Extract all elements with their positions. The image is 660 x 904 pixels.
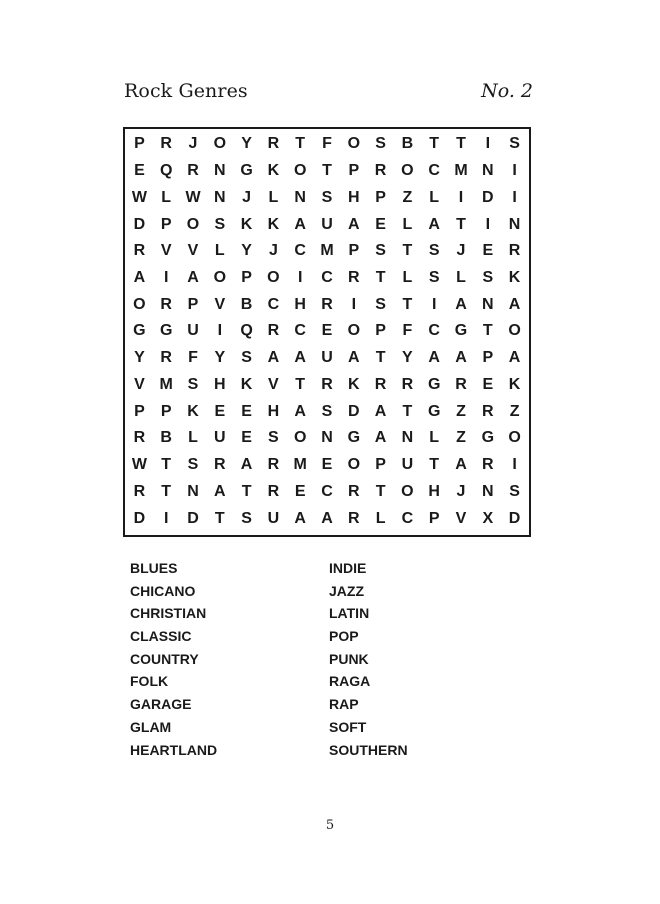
grid-cell[interactable]: Q (159, 162, 173, 180)
grid-cell[interactable]: D (133, 215, 146, 233)
grid-cell[interactable]: L (429, 188, 440, 206)
grid-cell[interactable]: T (295, 375, 306, 393)
grid-cell[interactable]: A (294, 509, 306, 527)
grid-cell[interactable]: R (133, 429, 146, 447)
word-list (130, 557, 530, 761)
grid-cell[interactable]: D (348, 402, 360, 420)
word-list-item: CHICANO (130, 582, 196, 599)
grid-cell[interactable]: S (428, 242, 440, 260)
grid-cell[interactable]: R (482, 456, 494, 474)
grid-cell[interactable]: O (213, 269, 227, 287)
grid-cell[interactable]: O (267, 269, 280, 287)
grid-cell[interactable]: S (482, 269, 494, 287)
grid-cell[interactable]: K (508, 375, 521, 393)
grid-cell[interactable]: O (293, 429, 307, 447)
word-list-item: JAZZ (329, 582, 364, 599)
grid-cell[interactable]: K (187, 402, 199, 420)
grid-cell[interactable]: R (455, 375, 467, 393)
grid-cell[interactable]: U (401, 456, 414, 474)
grid-cell[interactable]: I (485, 135, 491, 153)
grid-cell[interactable]: Z (456, 429, 466, 447)
grid-cell[interactable]: N (508, 215, 521, 233)
grid-cell[interactable]: K (240, 375, 253, 393)
grid-cell[interactable]: R (321, 375, 333, 393)
grid-cell[interactable]: C (321, 482, 333, 500)
grid-cell[interactable]: A (455, 349, 467, 367)
word-list-item: PUNK (329, 650, 369, 667)
grid-cell[interactable]: I (458, 188, 464, 206)
grid-cell[interactable]: R (374, 375, 387, 393)
grid-cell[interactable]: T (241, 482, 252, 500)
grid-cell[interactable]: T (161, 456, 172, 474)
grid-cell[interactable]: J (268, 242, 278, 260)
grid-cell[interactable]: I (485, 215, 491, 233)
grid-cell[interactable]: P (348, 162, 360, 180)
grid-cell[interactable]: B (240, 295, 253, 313)
grid-cell[interactable]: R (133, 242, 146, 260)
grid-cell[interactable]: T (429, 135, 440, 153)
grid-cell[interactable]: U (267, 509, 280, 527)
grid-cell[interactable]: P (375, 456, 386, 474)
grid-cell[interactable]: L (402, 269, 413, 287)
grid-cell[interactable]: P (375, 322, 386, 340)
grid-cell[interactable]: T (214, 509, 225, 527)
word-list-item: COUNTRY (130, 650, 199, 667)
grid-cell[interactable]: I (163, 509, 169, 527)
grid-cell[interactable]: E (482, 375, 494, 393)
grid-cell[interactable]: P (134, 135, 145, 153)
grid-cell[interactable]: S (509, 482, 520, 500)
grid-cell[interactable]: W (185, 188, 201, 206)
grid-cell[interactable]: O (347, 322, 361, 340)
grid-cell[interactable]: E (375, 215, 386, 233)
grid-cell[interactable]: Y (214, 349, 226, 367)
grid-cell[interactable]: S (214, 215, 226, 233)
grid-cell[interactable]: F (322, 135, 332, 153)
grid-cell[interactable]: N (321, 429, 333, 447)
word-list-item: BLUES (130, 560, 178, 576)
grid-cell[interactable]: N (482, 295, 494, 313)
grid-cell[interactable]: I (217, 322, 223, 340)
grid-cell[interactable]: A (428, 215, 440, 233)
grid-cell[interactable]: S (428, 269, 440, 287)
grid-cell[interactable]: A (187, 269, 199, 287)
grid-cell[interactable]: L (402, 215, 413, 233)
grid-cell[interactable]: A (321, 509, 333, 527)
grid-cell[interactable]: Z (509, 402, 520, 420)
grid-cell[interactable]: J (456, 242, 466, 260)
grid-cell[interactable]: V (214, 295, 226, 313)
grid-cell[interactable]: H (428, 482, 440, 500)
grid-cell[interactable]: E (294, 482, 306, 500)
grid-cell[interactable]: G (347, 429, 361, 447)
grid-cell[interactable]: S (509, 135, 520, 153)
grid-cell[interactable]: N (214, 188, 226, 206)
grid-cell[interactable]: C (428, 162, 440, 180)
grid-cell[interactable]: T (161, 482, 172, 500)
grid-cell[interactable]: L (375, 509, 386, 527)
grid-cell[interactable]: S (187, 456, 199, 474)
grid-cell[interactable]: T (322, 162, 332, 180)
grid-cell[interactable]: R (160, 135, 172, 153)
grid-cell[interactable]: P (134, 402, 145, 420)
grid-cell[interactable]: N (187, 482, 199, 500)
grid-cell[interactable]: R (133, 482, 146, 500)
grid-cell[interactable]: O (347, 135, 361, 153)
grid-cell[interactable]: S (241, 349, 252, 367)
grid-cell[interactable]: S (321, 402, 333, 420)
grid-cell[interactable]: R (321, 295, 333, 313)
grid-cell[interactable]: P (160, 215, 172, 233)
grid-cell[interactable]: S (375, 242, 386, 260)
grid-cell[interactable]: Y (134, 349, 145, 367)
grid-cell[interactable]: N (214, 162, 226, 180)
grid-cell[interactable]: A (508, 349, 521, 367)
grid-cell[interactable]: W (131, 456, 147, 474)
grid-cell[interactable]: P (375, 188, 386, 206)
grid-cell[interactable]: E (241, 429, 252, 447)
word-list-item: LATIN (329, 605, 370, 622)
grid-cell[interactable]: O (401, 162, 414, 180)
grid-cell[interactable]: D (508, 509, 521, 527)
page-number: 5 (325, 818, 335, 833)
grid-cell[interactable]: R (267, 322, 280, 340)
grid-cell[interactable]: O (508, 322, 521, 340)
grid-cell[interactable]: L (214, 242, 225, 260)
grid-cell[interactable]: R (187, 162, 199, 180)
grid-cell[interactable]: V (268, 375, 279, 393)
word-list-item: CHRISTIAN (130, 605, 207, 622)
grid-cell[interactable]: R (348, 269, 360, 287)
grid-cell[interactable]: T (402, 242, 413, 260)
grid-cell[interactable]: G (427, 375, 441, 393)
grid-cell[interactable]: C (321, 269, 333, 287)
grid-cell[interactable]: D (187, 509, 199, 527)
grid-cell[interactable]: S (321, 188, 333, 206)
grid-cell[interactable]: A (348, 349, 360, 367)
grid-cell[interactable]: R (482, 402, 494, 420)
grid-cell[interactable]: T (456, 135, 466, 153)
grid-cell[interactable]: G (133, 322, 146, 340)
grid-cell[interactable]: C (294, 322, 306, 340)
grid-cell[interactable]: T (402, 402, 413, 420)
grid-cell[interactable]: Q (240, 322, 253, 340)
grid-cell[interactable]: K (508, 269, 521, 287)
grid-cell[interactable]: T (375, 349, 386, 367)
grid-cell[interactable]: K (348, 375, 360, 393)
grid-cell[interactable]: A (133, 269, 146, 287)
grid-cell[interactable]: I (163, 269, 169, 287)
grid-cell[interactable]: R (267, 456, 280, 474)
grid-cell[interactable]: A (294, 402, 306, 420)
grid-cell[interactable]: A (240, 456, 253, 474)
grid-cell[interactable]: K (240, 215, 253, 233)
puzzle-number: No. 2 (481, 80, 533, 102)
grid-cell[interactable]: X (482, 509, 494, 527)
grid-cell[interactable]: I (512, 456, 517, 474)
grid-cell[interactable]: R (160, 295, 172, 313)
grid-cell[interactable]: T (429, 456, 440, 474)
grid-cell[interactable]: U (321, 215, 333, 233)
grid-cell[interactable]: A (267, 349, 280, 367)
grid-cell[interactable]: M (159, 375, 173, 393)
grid-cell[interactable]: V (187, 242, 199, 260)
word-list-item: POP (329, 628, 359, 645)
grid-cell[interactable]: N (482, 482, 494, 500)
grid-cell[interactable]: O (347, 456, 361, 474)
grid-cell[interactable]: W (131, 188, 147, 206)
grid-cell[interactable]: V (160, 242, 172, 260)
grid-cell[interactable]: A (294, 215, 306, 233)
grid-cell[interactable]: A (348, 215, 360, 233)
grid-cell[interactable]: F (188, 349, 198, 367)
grid-cell[interactable]: P (348, 242, 360, 260)
grid-cell[interactable]: U (321, 349, 333, 367)
grid-cell[interactable]: S (241, 509, 252, 527)
grid-cell[interactable]: I (512, 162, 517, 180)
word-list-item: HEARTLAND (130, 741, 218, 758)
grid-cell[interactable]: T (375, 269, 386, 287)
grid-cell[interactable]: E (134, 162, 145, 180)
grid-cell[interactable]: B (401, 135, 414, 153)
grid-cell[interactable]: A (374, 402, 387, 420)
grid-cell[interactable]: E (214, 402, 226, 420)
grid-cell[interactable]: R (267, 482, 280, 500)
grid-cell[interactable]: Z (402, 188, 413, 206)
grid-cell[interactable]: O (213, 135, 227, 153)
grid-cell[interactable]: K (267, 162, 280, 180)
grid-cell[interactable]: T (482, 322, 493, 340)
grid-cell[interactable]: H (348, 188, 360, 206)
grid-cell[interactable]: N (401, 429, 414, 447)
grid-cell[interactable]: O (401, 482, 414, 500)
grid-cell[interactable]: V (455, 509, 467, 527)
word-list-item: SOFT (329, 718, 367, 735)
word-search-grid (123, 127, 531, 537)
grid-cell[interactable]: E (321, 322, 333, 340)
word-list-item: GLAM (130, 718, 172, 735)
grid-cell[interactable]: A (455, 456, 467, 474)
grid-cell[interactable]: A (374, 429, 387, 447)
grid-cell[interactable]: R (348, 482, 360, 500)
grid-cell[interactable]: T (456, 215, 466, 233)
grid-cell[interactable]: J (456, 482, 466, 500)
word-list-item: FOLK (130, 673, 169, 690)
grid-cell[interactable]: I (297, 269, 303, 287)
grid-cell[interactable]: S (375, 295, 386, 313)
word-list-item: INDIE (329, 560, 367, 576)
grid-cell[interactable]: O (186, 215, 200, 233)
word-list-item: RAGA (329, 673, 371, 690)
grid-cell[interactable]: P (241, 269, 252, 287)
grid-cell[interactable]: Y (241, 242, 252, 260)
grid-cell[interactable]: E (321, 456, 333, 474)
grid-cell[interactable]: A (455, 295, 467, 313)
grid-cell[interactable]: L (161, 188, 172, 206)
grid-cell[interactable]: H (294, 295, 306, 313)
grid-cell[interactable]: I (431, 295, 437, 313)
word-list-item: SOUTHERN (329, 741, 408, 758)
grid-cell[interactable]: K (267, 215, 280, 233)
word-list-item: RAP (329, 696, 359, 713)
grid-cell[interactable]: A (294, 349, 306, 367)
grid-cell[interactable]: N (294, 188, 306, 206)
grid-cell[interactable]: C (294, 242, 306, 260)
grid-cell[interactable]: B (160, 429, 172, 447)
grid-cell[interactable]: G (481, 429, 495, 447)
grid-cell[interactable]: G (454, 322, 468, 340)
grid-cell[interactable]: R (267, 135, 280, 153)
grid-cell[interactable]: L (268, 188, 279, 206)
grid-cell[interactable]: L (429, 429, 440, 447)
grid-cell[interactable]: Y (402, 349, 413, 367)
grid-cell[interactable]: S (187, 375, 199, 393)
grid-cell[interactable]: J (188, 135, 198, 153)
grid-cell[interactable]: A (428, 349, 440, 367)
grid-cell[interactable]: V (134, 375, 145, 393)
grid-cell[interactable]: D (482, 188, 494, 206)
grid-cell[interactable]: T (402, 295, 413, 313)
grid-cell[interactable]: R (374, 162, 387, 180)
grid-cell[interactable]: G (159, 322, 173, 340)
grid-cell[interactable]: J (242, 188, 252, 206)
grid-cell[interactable]: C (428, 322, 440, 340)
grid-cell[interactable]: A (508, 295, 521, 313)
grid-cell[interactable]: U (214, 429, 226, 447)
grid-cell[interactable]: F (402, 322, 413, 340)
grid-cell[interactable]: L (456, 269, 466, 287)
grid-cell[interactable]: M (454, 162, 468, 180)
grid-cell[interactable]: R (214, 456, 226, 474)
grid-cell[interactable]: O (508, 429, 521, 447)
page-title: Rock Genres (124, 80, 248, 102)
grid-cell[interactable]: R (348, 509, 360, 527)
grid-cell[interactable]: D (133, 509, 146, 527)
grid-cell[interactable]: H (267, 402, 280, 420)
grid-cell[interactable]: Y (241, 135, 252, 153)
grid-cell[interactable]: R (508, 242, 521, 260)
grid-cell[interactable]: T (375, 482, 386, 500)
grid-cell[interactable]: S (375, 135, 386, 153)
grid-cell[interactable]: E (482, 242, 494, 260)
grid-cell[interactable]: Z (456, 402, 466, 420)
grid-cell[interactable]: P (187, 295, 199, 313)
grid-cell[interactable]: I (512, 188, 517, 206)
grid-cell[interactable]: E (241, 402, 252, 420)
grid-cell[interactable]: T (295, 135, 306, 153)
grid-cell[interactable]: P (160, 402, 172, 420)
grid-cell[interactable]: R (160, 349, 172, 367)
grid-cell[interactable]: L (188, 429, 198, 447)
grid-cell[interactable]: U (187, 322, 199, 340)
grid-cell[interactable]: O (133, 295, 146, 313)
word-list-item: CLASSIC (130, 628, 192, 645)
grid-cell[interactable]: M (293, 456, 307, 474)
grid-cell[interactable]: R (401, 375, 414, 393)
grid-cell[interactable]: A (214, 482, 226, 500)
grid-cell[interactable]: I (351, 295, 357, 313)
word-list-item: GARAGE (130, 696, 192, 713)
grid-cell[interactable]: P (482, 349, 494, 367)
grid-cell[interactable]: G (240, 162, 253, 180)
grid-cell[interactable]: S (268, 429, 279, 447)
grid-cell[interactable]: C (401, 509, 414, 527)
grid-cell[interactable]: M (320, 242, 334, 260)
grid-cell[interactable]: C (267, 295, 280, 313)
grid-cell[interactable]: G (427, 402, 441, 420)
grid-cell[interactable]: O (293, 162, 307, 180)
grid-cell[interactable]: H (214, 375, 226, 393)
grid-cell[interactable]: N (482, 162, 494, 180)
grid-cell[interactable]: P (428, 509, 440, 527)
